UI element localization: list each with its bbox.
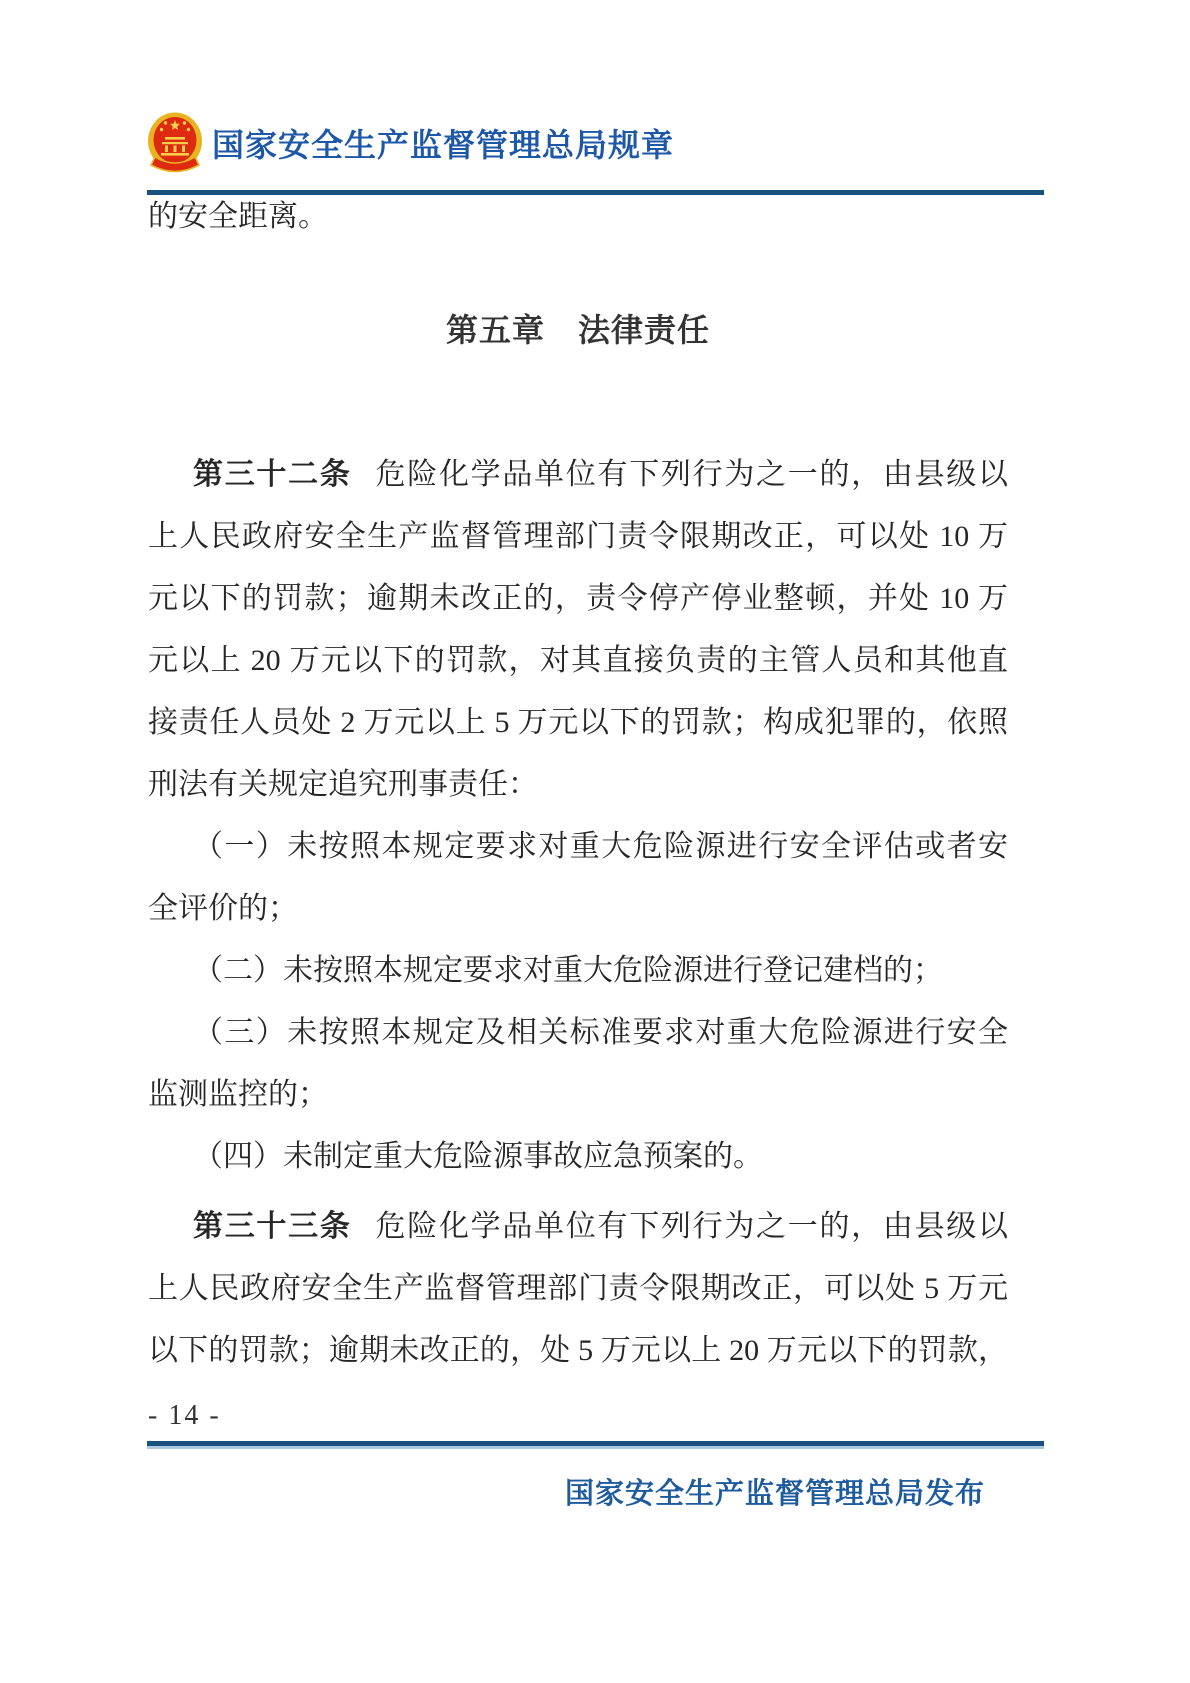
article-line: 上人民政府安全生产监督管理部门责令限期改正，可以处 5 万元	[148, 1272, 1008, 1305]
chapter-heading: 第五章 法律责任	[445, 312, 710, 348]
article-number: 第三十二条	[193, 458, 352, 491]
footer-rule	[147, 1441, 1044, 1449]
publisher-label: 国家安全生产监督管理总局发布	[564, 1478, 985, 1510]
list-item-line: （四）未制定重大危险源事故应急预案的。	[193, 1140, 763, 1173]
intro-line: 的安全距离。	[148, 200, 328, 233]
article-line	[148, 444, 1008, 506]
article-line: 接责任人员处 2 万元以上 5 万元以下的罚款；构成犯罪的，依照	[148, 706, 1008, 739]
list-item-line: 全评价的；	[148, 892, 298, 925]
article-text: 危险化学品单位有下列行为之一的，由县级以	[375, 1210, 1009, 1243]
article-32	[148, 444, 1008, 1188]
article-line: 元以上 20 万元以下的罚款，对其直接负责的主管人员和其他直	[148, 644, 1008, 677]
article-line: 上人民政府安全生产监督管理部门责令限期改正，可以处 10 万	[148, 520, 1008, 553]
article-line: 元以下的罚款；逾期未改正的，责令停产停业整顿，并处 10 万	[148, 582, 1008, 615]
article-text: 危险化学品单位有下列行为之一的，由县级以	[375, 458, 1009, 491]
article-line	[148, 1196, 1008, 1258]
header-brand	[147, 112, 1044, 174]
list-item-line: （二）未按照本规定要求对重大危险源进行登记建档的；	[193, 954, 943, 987]
article-line: 以下的罚款；逾期未改正的，处 5 万元以上 20 万元以下的罚款，	[148, 1334, 1008, 1367]
article-number: 第三十三条	[193, 1210, 352, 1243]
document-body	[148, 186, 1008, 1436]
national-emblem-icon	[147, 112, 203, 174]
page-number: - 14 -	[148, 1400, 221, 1431]
list-item-line: 监测监控的；	[148, 1078, 328, 1111]
header-title: 国家安全生产监督管理总局规章	[212, 127, 675, 163]
article-33	[148, 1196, 1008, 1382]
article-line: 刑法有关规定追究刑事责任：	[148, 768, 538, 801]
page-header	[147, 112, 1044, 174]
list-item-line: （三）未按照本规定及相关标准要求对重大危险源进行安全	[193, 1016, 1008, 1049]
list-item-line: （一）未按照本规定要求对重大危险源进行安全评估或者安	[193, 830, 1008, 863]
